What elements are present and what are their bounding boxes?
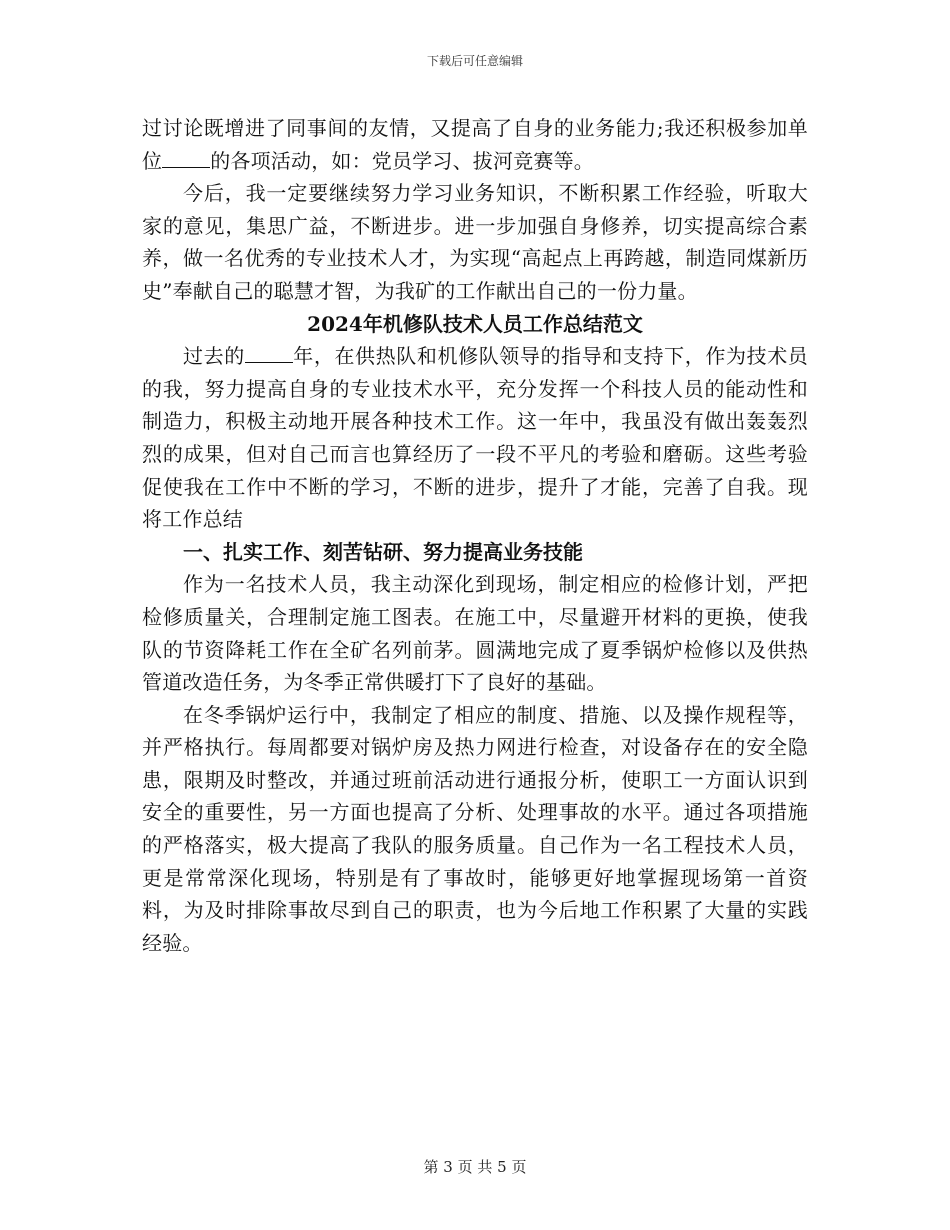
paragraph-1: [142, 112, 808, 177]
fill-blank: [162, 149, 210, 168]
document-body: [142, 112, 808, 959]
section-title: 2024年机修队技术人员工作总结范文: [307, 311, 643, 336]
page-footer: 第 3 页 共 5 页: [423, 1158, 527, 1176]
paragraph-3: [142, 340, 808, 536]
paragraph-1-text-b: 的各项活动，如：党员学习、拔河竞赛等。: [210, 148, 595, 173]
paragraph-2: 今后，我一定要继续努力学习业务知识，不断积累工作经验，听取大家的意见，集思广益，不断进步。进一步加强自身修养，切实提高综合素养，做一名优秀的专业技术人才，为实现“高起点上再跨越，制造同煤新历史”奉献自己的聪慧才智，为我矿的工作献出自己的一份力量。: [142, 181, 808, 303]
page-header: 下载后可任意编辑: [426, 54, 523, 68]
paragraph-4: 作为一名技术人员，我主动深化到现场，制定相应的检修计划，严把检修质量关，合理制定施工图表。在施工中，尽量避开材料的更换，使我队的节资降耗工作在全矿名列前茅。圆满地完成了夏季锅炉检修以及供热管道改造任务，为冬季正常供暖打下了良好的基础。: [142, 572, 808, 695]
paragraph-1-text-a: 过讨论既增进了同事间的友情，又提高了自身的业务能力;我还积极参加单位: [142, 116, 808, 173]
paragraph-5: 在冬季锅炉运行中，我制定了相应的制度、措施、以及操作规程等，并严格执行。每周都要对锅炉房及热力网进行检查，对设备存在的安全隐患，限期及时整改，并通过班前活动进行通报分析，使职工一方面认识到安全的重要性，另一方面也提高了分析、处理事故的水平。通过各项措施的严格落实，极大提高了我队的服务质量。自己作为一名工程技术人员，更是常常深化现场，特别是有了事故时，能够更好地掌握现场第一首资料，为及时排除事故尽到自己的职责，也为今后地工作积累了大量的实践经验。: [142, 702, 808, 955]
subheading-1: 一、扎实工作、刻苦钻研、努力提高业务技能: [183, 539, 583, 564]
fill-blank: [245, 344, 293, 363]
paragraph-3-text-b: 年，在供热队和机修队领导的指导和支持下，作为技术员的我，努力提高自身的专业技术水平，充分发挥一个科技人员的能动性和制造力，积极主动地开展各种技术工作。这一年中，我虽没有做出轰轰烈烈的成果，但对自己而言也算经历了一段不平凡的考验和磨砺。这些考验促使我在工作中不断的学习，不断的进步，提升了才能，完善了自我。现将工作总结: [142, 344, 808, 532]
paragraph-3-text-a: 过去的: [183, 344, 245, 369]
